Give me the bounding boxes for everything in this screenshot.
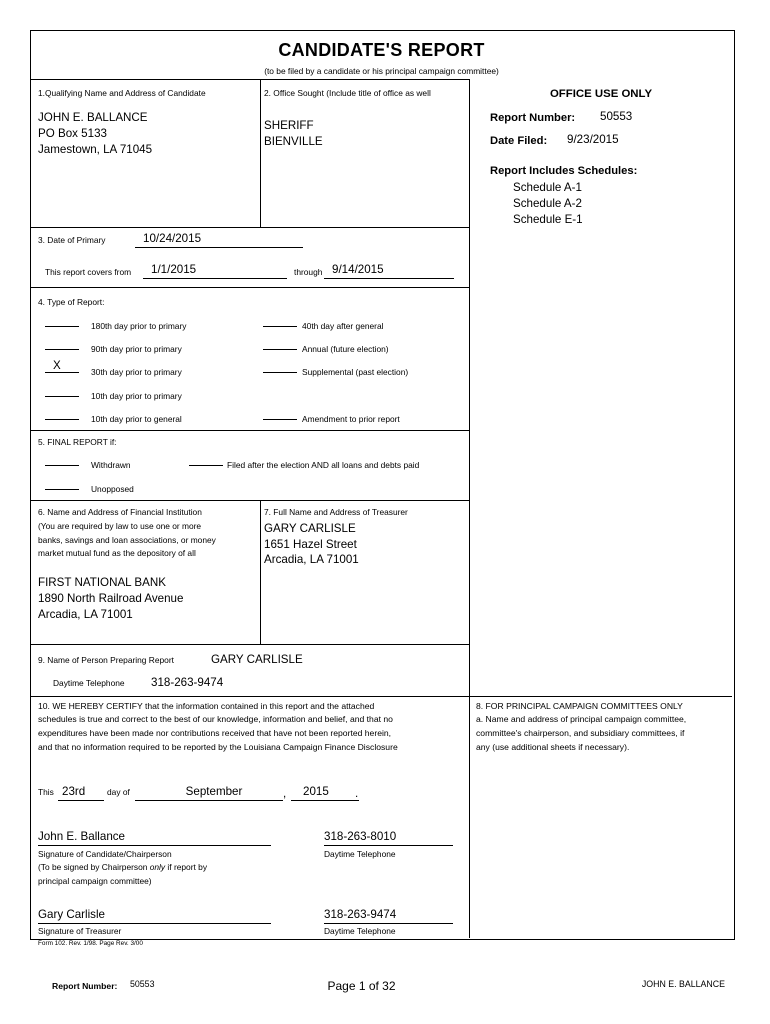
report-type-blank[interactable]: [45, 396, 79, 397]
footer-report-number-label: Report Number:: [52, 981, 118, 991]
section-6-label: (You are required by law to use one or more: [38, 521, 202, 531]
through-label: through: [294, 267, 323, 277]
report-type-option: 10th day prior to primary: [91, 391, 182, 401]
section-divider: [31, 500, 470, 501]
section-6-label: banks, savings and loan associations, or money: [38, 535, 216, 545]
page-title: CANDIDATE'S REPORT: [278, 40, 485, 60]
office-sought: SHERIFF: [264, 119, 314, 132]
final-report-blank[interactable]: [45, 489, 79, 490]
report-number-label: Report Number:: [490, 112, 576, 124]
note-emphasis: only: [149, 862, 166, 872]
form-revision-note: Form 102. Rev. 1/98. Page Rev. 3/00: [38, 940, 143, 947]
this-label: This: [38, 787, 54, 797]
footer-candidate-name: JOHN E. BALLANCE: [641, 979, 725, 989]
report-type-blank[interactable]: [263, 419, 297, 420]
final-report-option: Filed after the election AND all loans and debts paid: [227, 460, 420, 470]
section-divider: [31, 287, 470, 288]
section-4-label: 4. Type of Report:: [38, 297, 105, 307]
office-use-divider: [469, 79, 470, 697]
date-filed: 9/23/2015: [567, 133, 619, 146]
footer-report-number: 50553: [130, 979, 155, 989]
treasurer-address-2: Arcadia, LA 71001: [264, 553, 359, 566]
report-type-blank[interactable]: [263, 372, 297, 373]
report-type-blank[interactable]: [263, 326, 297, 327]
day-of-label: day of: [107, 787, 130, 797]
candidate-name: JOHN E. BALLANCE: [38, 111, 148, 124]
note-text: (To be signed by Chairperson: [38, 862, 150, 872]
bank-name: FIRST NATIONAL BANK: [38, 576, 166, 589]
section-2-label: 2. Office Sought (Include title of office as well: [264, 88, 431, 98]
section-8-text: committee's chairperson, and subsidiary committees, if: [476, 728, 685, 738]
covers-from-field[interactable]: 1/1/2015: [143, 263, 287, 279]
final-report-option: Unopposed: [91, 484, 134, 494]
month-field[interactable]: September: [135, 785, 283, 801]
covers-through-field[interactable]: 9/14/2015: [324, 263, 454, 279]
candidate-signature-note: [38, 862, 207, 872]
primary-date-field[interactable]: 10/24/2015: [135, 232, 303, 248]
year-field[interactable]: 2015: [291, 785, 359, 801]
schedule-item: Schedule A-1: [513, 181, 582, 194]
section-8-text: any (use additional sheets if necessary).: [476, 742, 630, 752]
preparer-phone: 318-263-9474: [151, 676, 224, 689]
page-number: Page 1 of 32: [327, 979, 396, 993]
section-3-label: 3. Date of Primary: [38, 235, 106, 245]
report-type-option: 180th day prior to primary: [91, 321, 187, 331]
candidate-phone-field[interactable]: 318-263-8010: [324, 830, 453, 846]
treasurer-signature[interactable]: Gary Carlisle: [38, 908, 271, 924]
treasurer-phone-field[interactable]: 318-263-9474: [324, 908, 453, 924]
preparer-phone-label: Daytime Telephone: [53, 678, 125, 688]
office-parish: BIENVILLE: [264, 135, 323, 148]
report-type-blank[interactable]: [45, 326, 79, 327]
report-type-blank[interactable]: [45, 419, 79, 420]
final-report-option: Withdrawn: [91, 460, 131, 470]
report-type-option: Amendment to prior report: [302, 414, 400, 424]
section-1-label: 1.Qualifying Name and Address of Candidate: [38, 88, 206, 98]
section-8-text: 8. FOR PRINCIPAL CAMPAIGN COMMITTEES ONLY: [476, 701, 683, 711]
section-5-label: 5. FINAL REPORT if:: [38, 437, 117, 447]
report-type-option: 90th day prior to primary: [91, 344, 182, 354]
report-type-blank[interactable]: [45, 349, 79, 350]
section-9-label: 9. Name of Person Preparing Report: [38, 655, 174, 665]
candidate-phone-label: Daytime Telephone: [324, 849, 396, 859]
candidate-address-1: PO Box 5133: [38, 127, 107, 140]
covers-label: This report covers from: [45, 267, 132, 277]
report-type-option: Annual (future election): [302, 344, 389, 354]
office-use-heading: OFFICE USE ONLY: [549, 88, 653, 100]
report-type-option: 40th day after general: [302, 321, 384, 331]
section-divider: [31, 430, 470, 431]
certify-text: and that no information required to be reported by the Louisiana Campaign Finance Disclosure: [38, 742, 398, 752]
candidate-signature-note: principal campaign committee): [38, 876, 152, 886]
section-6-7-divider: [260, 500, 261, 644]
bank-address-1: 1890 North Railroad Avenue: [38, 592, 184, 605]
treasurer-address-1: 1651 Hazel Street: [264, 538, 357, 551]
report-type-option: Supplemental (past election): [302, 367, 409, 377]
candidate-signature-label: Signature of Candidate/Chairperson: [38, 849, 172, 859]
schedule-item: Schedule E-1: [513, 213, 583, 226]
schedule-item: Schedule A-2: [513, 197, 582, 210]
report-type-mark: X: [53, 359, 61, 372]
candidate-signature[interactable]: John E. Ballance: [38, 830, 271, 846]
bank-address-2: Arcadia, LA 71001: [38, 608, 133, 621]
final-report-blank[interactable]: [189, 465, 223, 466]
day-field[interactable]: 23rd: [58, 785, 104, 801]
section-divider: [31, 696, 732, 697]
schedules-label: Report Includes Schedules:: [490, 165, 638, 177]
report-type-option: 30th day prior to primary: [91, 367, 182, 377]
section-6-label: market mutual fund as the depository of all: [38, 548, 196, 558]
section-divider: [31, 644, 470, 645]
section-divider: [31, 227, 470, 228]
section-10-8-divider: [469, 696, 470, 938]
candidate-address-2: Jamestown, LA 71045: [38, 143, 153, 156]
final-report-blank[interactable]: [45, 465, 79, 466]
certify-text: schedules is true and correct to the best of our knowledge, information and belief, and that no: [38, 714, 393, 724]
header-divider: [31, 79, 470, 80]
section-8-text: a. Name and address of principal campaign committee,: [476, 714, 687, 724]
report-type-blank[interactable]: [263, 349, 297, 350]
section-7-label: 7. Full Name and Address of Treasurer: [264, 507, 408, 517]
treasurer-signature-label: Signature of Treasurer: [38, 926, 122, 936]
certify-text: expenditures have been made nor contributions received that have not been reported herein,: [38, 728, 392, 738]
treasurer-phone-label: Daytime Telephone: [324, 926, 396, 936]
report-type-option: 10th day prior to general: [91, 414, 182, 424]
date-filed-label: Date Filed:: [490, 135, 548, 147]
report-type-blank[interactable]: [45, 372, 79, 373]
note-text: if report by: [165, 862, 208, 872]
date-period: .: [355, 787, 359, 800]
treasurer-name: GARY CARLISLE: [264, 522, 356, 535]
preparer-name: GARY CARLISLE: [211, 653, 303, 666]
section-6-label: 6. Name and Address of Financial Institution: [38, 507, 202, 517]
report-number: 50553: [600, 110, 633, 123]
date-comma: ,: [283, 787, 287, 800]
section-1-2-divider: [260, 79, 261, 227]
certify-text: 10. WE HEREBY CERTIFY that the information contained in this report and the attached: [38, 701, 375, 711]
page-subtitle: (to be filed by a candidate or his principal campaign committee): [264, 66, 499, 76]
